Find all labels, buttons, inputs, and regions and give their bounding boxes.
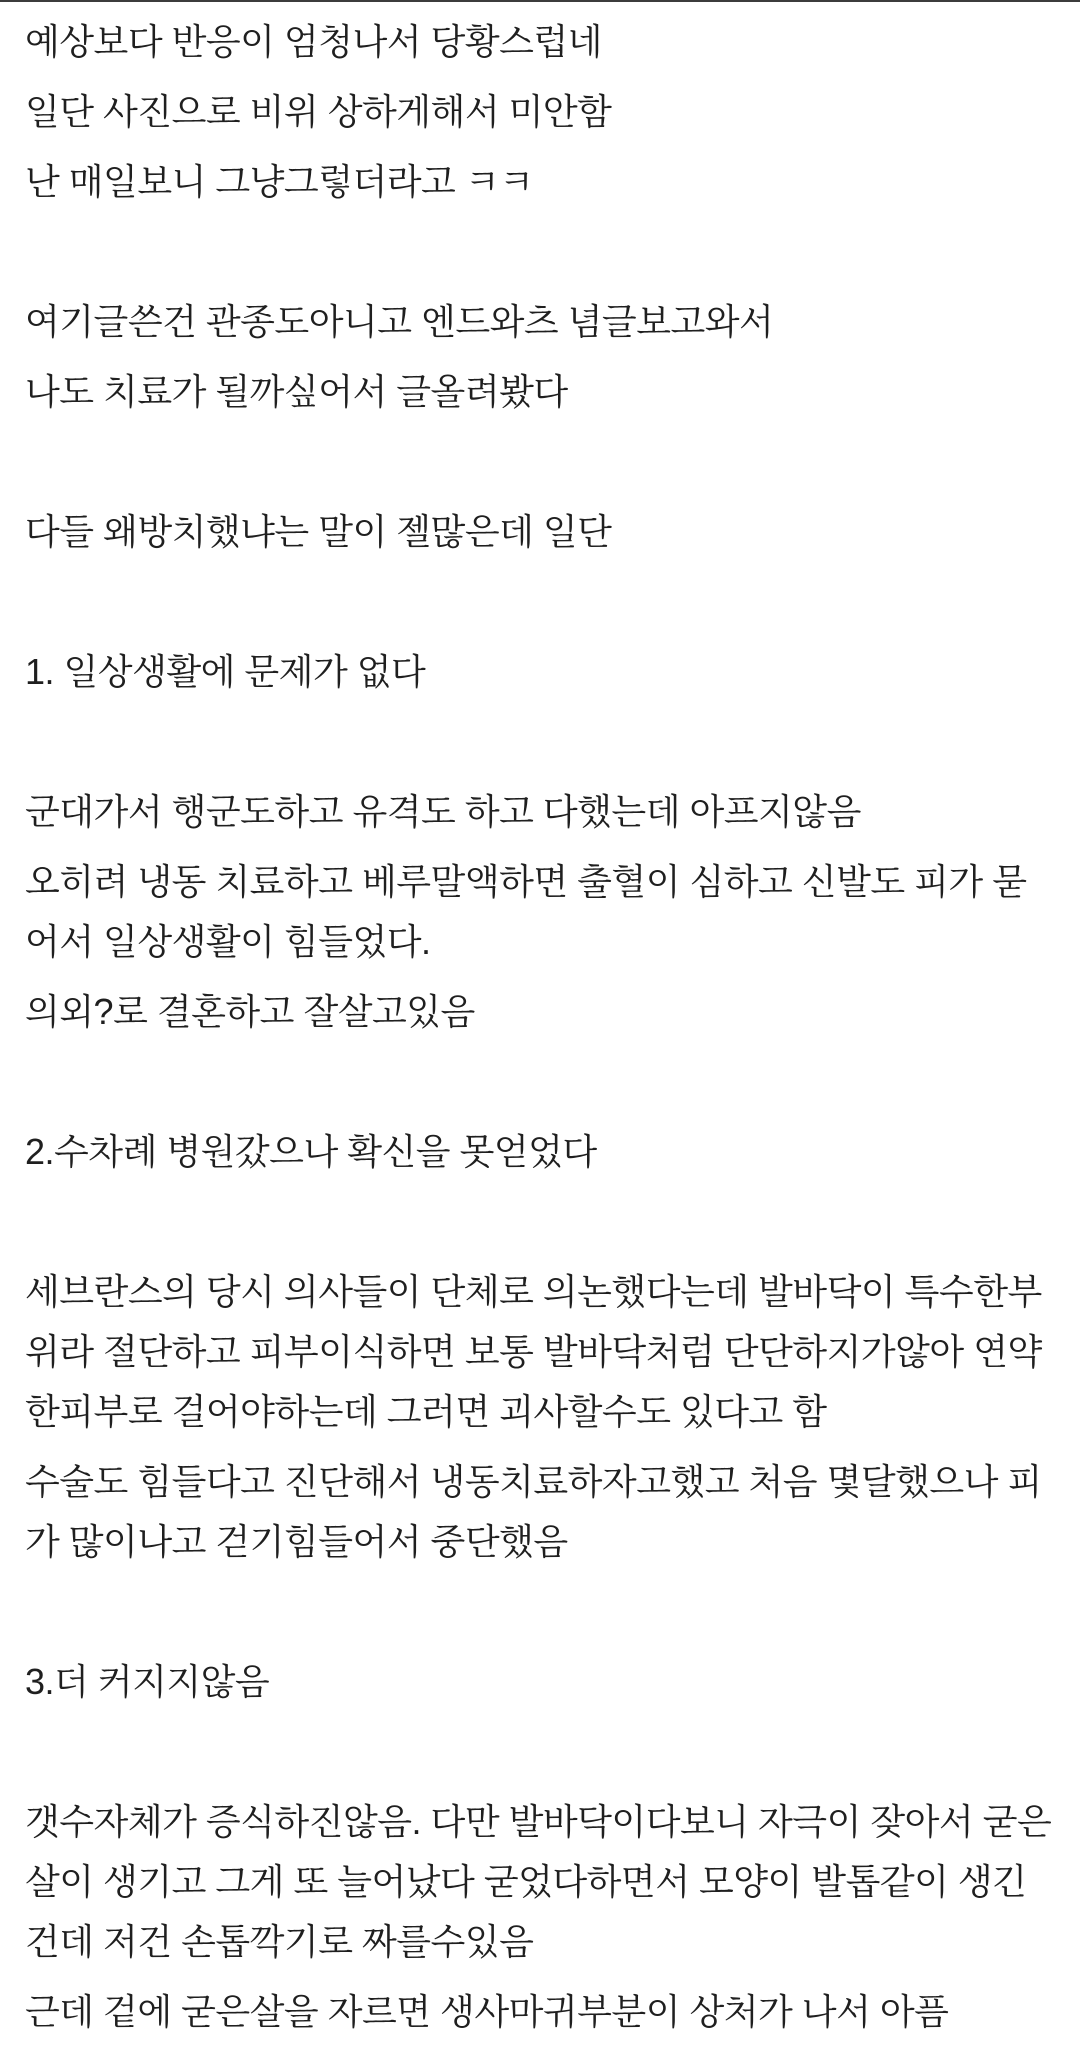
blank-line [25, 432, 1055, 492]
post-paragraph: 갯수자체가 증식하진않음. 다만 발바닥이다보니 자극이 잦아서 굳은살이 생기고 그게 또 늘어났다 굳었다하면서 모양이 발톱같이 생긴건데 저건 손톱깍기로 짜를수있음 [25, 1801, 1052, 1962]
post-paragraph: 수술도 힘들다고 진단해서 냉동치료하자고했고 처음 몇달했으나 피가 많이나고 걷기힘들어서 중단했음 [25, 1461, 1042, 1562]
post-paragraph-heading-3: 3.더 커지지않음 [25, 1661, 270, 1702]
post-paragraph: 난 매일보니 그냥그렇더라고 ㅋㅋ [25, 161, 534, 202]
blank-line [25, 222, 1055, 282]
blank-line [25, 572, 1055, 632]
post-paragraph-heading-2: 2.수차례 병원갔으나 확신을 못얻었다 [25, 1131, 597, 1172]
blank-line [25, 1582, 1055, 1642]
blank-line [25, 1192, 1055, 1252]
post-paragraph-heading-1: 1. 일상생활에 문제가 없다 [25, 651, 426, 692]
blank-line [25, 1722, 1055, 1782]
blank-line [25, 712, 1055, 772]
post-paragraph: 오히려 냉동 치료하고 베루말액하면 출혈이 심하고 신발도 피가 묻어서 일상생활이 힘들었다. [25, 861, 1027, 962]
post-paragraph: 근데 겉에 굳은살을 자르면 생사마귀부분이 상처가 나서 아픔 [25, 1991, 949, 2032]
post-paragraph: 예상보다 반응이 엄청나서 당황스럽네 [25, 21, 602, 62]
post-paragraph: 일단 사진으로 비위 상하게해서 미안함 [25, 91, 612, 132]
post-paragraph: 의외?로 결혼하고 잘살고있음 [25, 991, 475, 1032]
post-paragraph: 군대가서 행군도하고 유격도 하고 다했는데 아프지않음 [25, 791, 861, 832]
post-paragraph: 세브란스의 당시 의사들이 단체로 의논했다는데 발바닥이 특수한부위라 절단하고 피부이식하면 보통 발바닥처럼 단단하지가않아 연약한피부로 걸어야하는데 그러면 괴사할수도 있다고 함 [25, 1271, 1042, 1432]
blank-line [25, 1052, 1055, 1112]
post-paragraph: 여기글쓴건 관종도아니고 엔드와츠 념글보고와서 [25, 301, 774, 342]
post-paragraph: 다들 왜방치했냐는 말이 젤많은데 일단 [25, 511, 612, 552]
post-paragraph: 나도 치료가 될까싶어서 글올려봤다 [25, 371, 568, 412]
